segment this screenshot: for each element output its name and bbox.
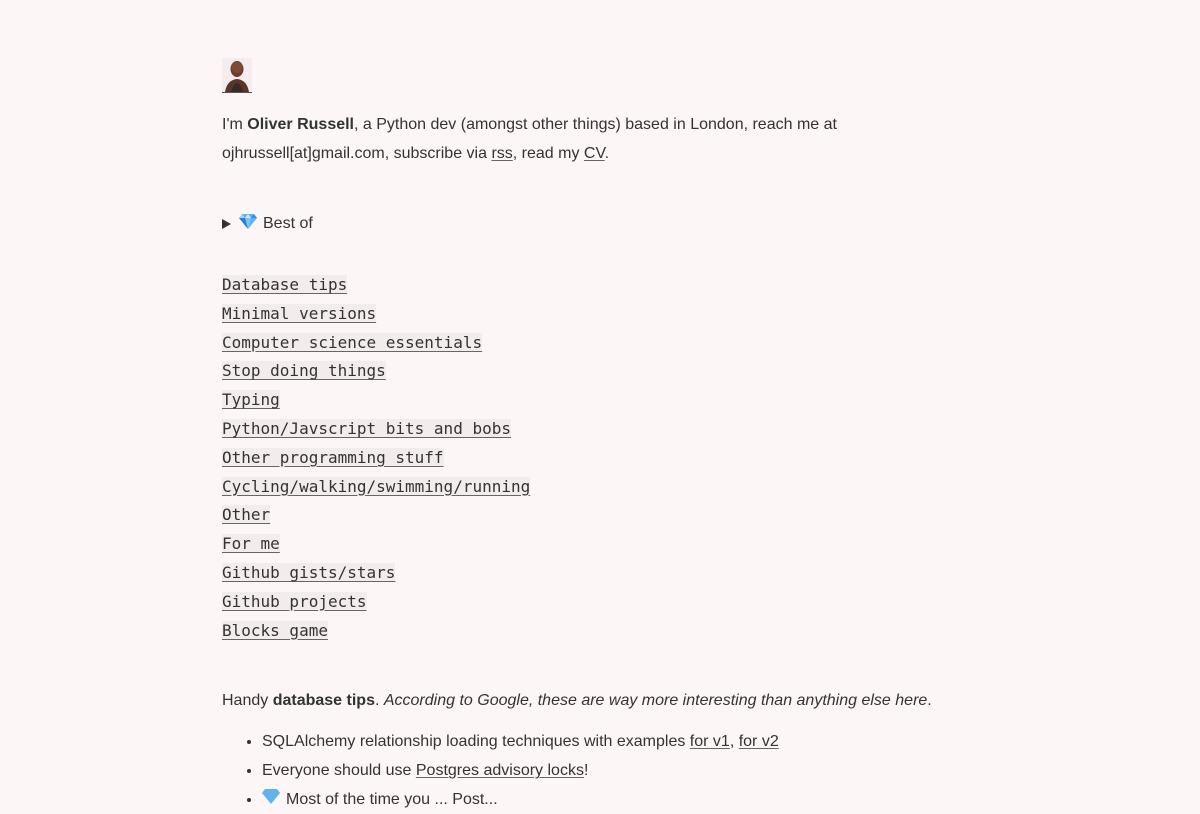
intro-prefix: I'm xyxy=(222,116,248,133)
toc-item xyxy=(222,386,982,415)
toc-link-cycling[interactable]: Cycling/walking/swimming/running xyxy=(222,476,531,496)
intro-read-my: , read my xyxy=(512,145,584,162)
tip-sep: , xyxy=(729,733,739,751)
page-content xyxy=(222,58,982,814)
db-intro-dot: . xyxy=(374,692,384,710)
database-tips-intro xyxy=(222,691,982,711)
best-of-label: Best of xyxy=(263,215,313,232)
toc-link-other-programming[interactable]: Other programming stuff xyxy=(222,447,444,467)
toc-item xyxy=(222,444,982,473)
gem-icon xyxy=(239,213,257,235)
toc-link-stop-doing-things[interactable]: Stop doing things xyxy=(222,361,386,381)
table-of-contents xyxy=(222,271,982,645)
toc-link-blocks-game[interactable]: Blocks game xyxy=(222,620,328,640)
tip-link-advisory-locks[interactable]: Postgres advisory locks xyxy=(415,762,584,780)
toc-item xyxy=(222,501,982,530)
db-intro-italic: According to Google, these are way more interesting than anything else here xyxy=(383,692,928,710)
toc-item xyxy=(222,559,982,588)
list-item xyxy=(262,727,982,756)
db-intro-handy: Handy xyxy=(222,692,273,710)
toc-item xyxy=(222,300,982,329)
tip-text: Most of the time you ... Post... xyxy=(286,791,498,809)
cv-link[interactable]: CV xyxy=(583,145,605,162)
toc-link-github-projects[interactable]: Github projects xyxy=(222,591,367,611)
avatar-link[interactable] xyxy=(222,58,252,93)
toc-item xyxy=(222,588,982,617)
toc-link-github-gists[interactable]: Github gists/stars xyxy=(222,562,396,582)
tip-link-v2[interactable]: for v2 xyxy=(738,733,779,751)
toc-item xyxy=(222,357,982,386)
tip-text: SQLAlchemy relationship loading techniques with examples xyxy=(262,733,690,751)
db-intro-bold: database tips xyxy=(272,692,375,710)
avatar xyxy=(222,58,252,92)
toc-link-minimal-versions[interactable]: Minimal versions xyxy=(222,303,377,323)
author-name: Oliver Russell xyxy=(247,116,354,133)
toc-item xyxy=(222,617,982,646)
toc-link-database-tips[interactable]: Database tips xyxy=(222,275,348,294)
toc-link-for-me[interactable]: For me xyxy=(222,534,280,554)
disclosure-triangle-icon xyxy=(222,219,231,229)
tip-text: Everyone should use xyxy=(262,762,416,780)
toc-link-other[interactable]: Other xyxy=(222,505,271,525)
rss-link[interactable]: rss xyxy=(491,145,513,162)
db-intro-end: . xyxy=(927,692,932,710)
best-of-toggle[interactable] xyxy=(222,214,982,234)
toc-item xyxy=(222,415,982,444)
toc-item xyxy=(222,329,982,358)
toc-link-python-js[interactable]: Python/Javscript bits and bobs xyxy=(222,418,511,438)
tip-link-v1[interactable]: for v1 xyxy=(689,733,730,751)
intro-paragraph xyxy=(222,110,982,168)
database-tips-list xyxy=(222,727,982,814)
intro-middle: , a Python dev (amongst other things) based in London, reach me at ojhrussell[at]gmail.com, subscribe via xyxy=(222,116,837,162)
list-item xyxy=(262,756,982,785)
toc-item xyxy=(222,473,982,502)
intro-end: . xyxy=(604,145,610,162)
toc-link-typing[interactable]: Typing xyxy=(222,390,280,410)
toc-item xyxy=(222,271,982,300)
toc-item xyxy=(222,530,982,559)
toc-link-cs-essentials[interactable]: Computer science essentials xyxy=(222,332,483,352)
tip-end: ! xyxy=(583,762,589,780)
